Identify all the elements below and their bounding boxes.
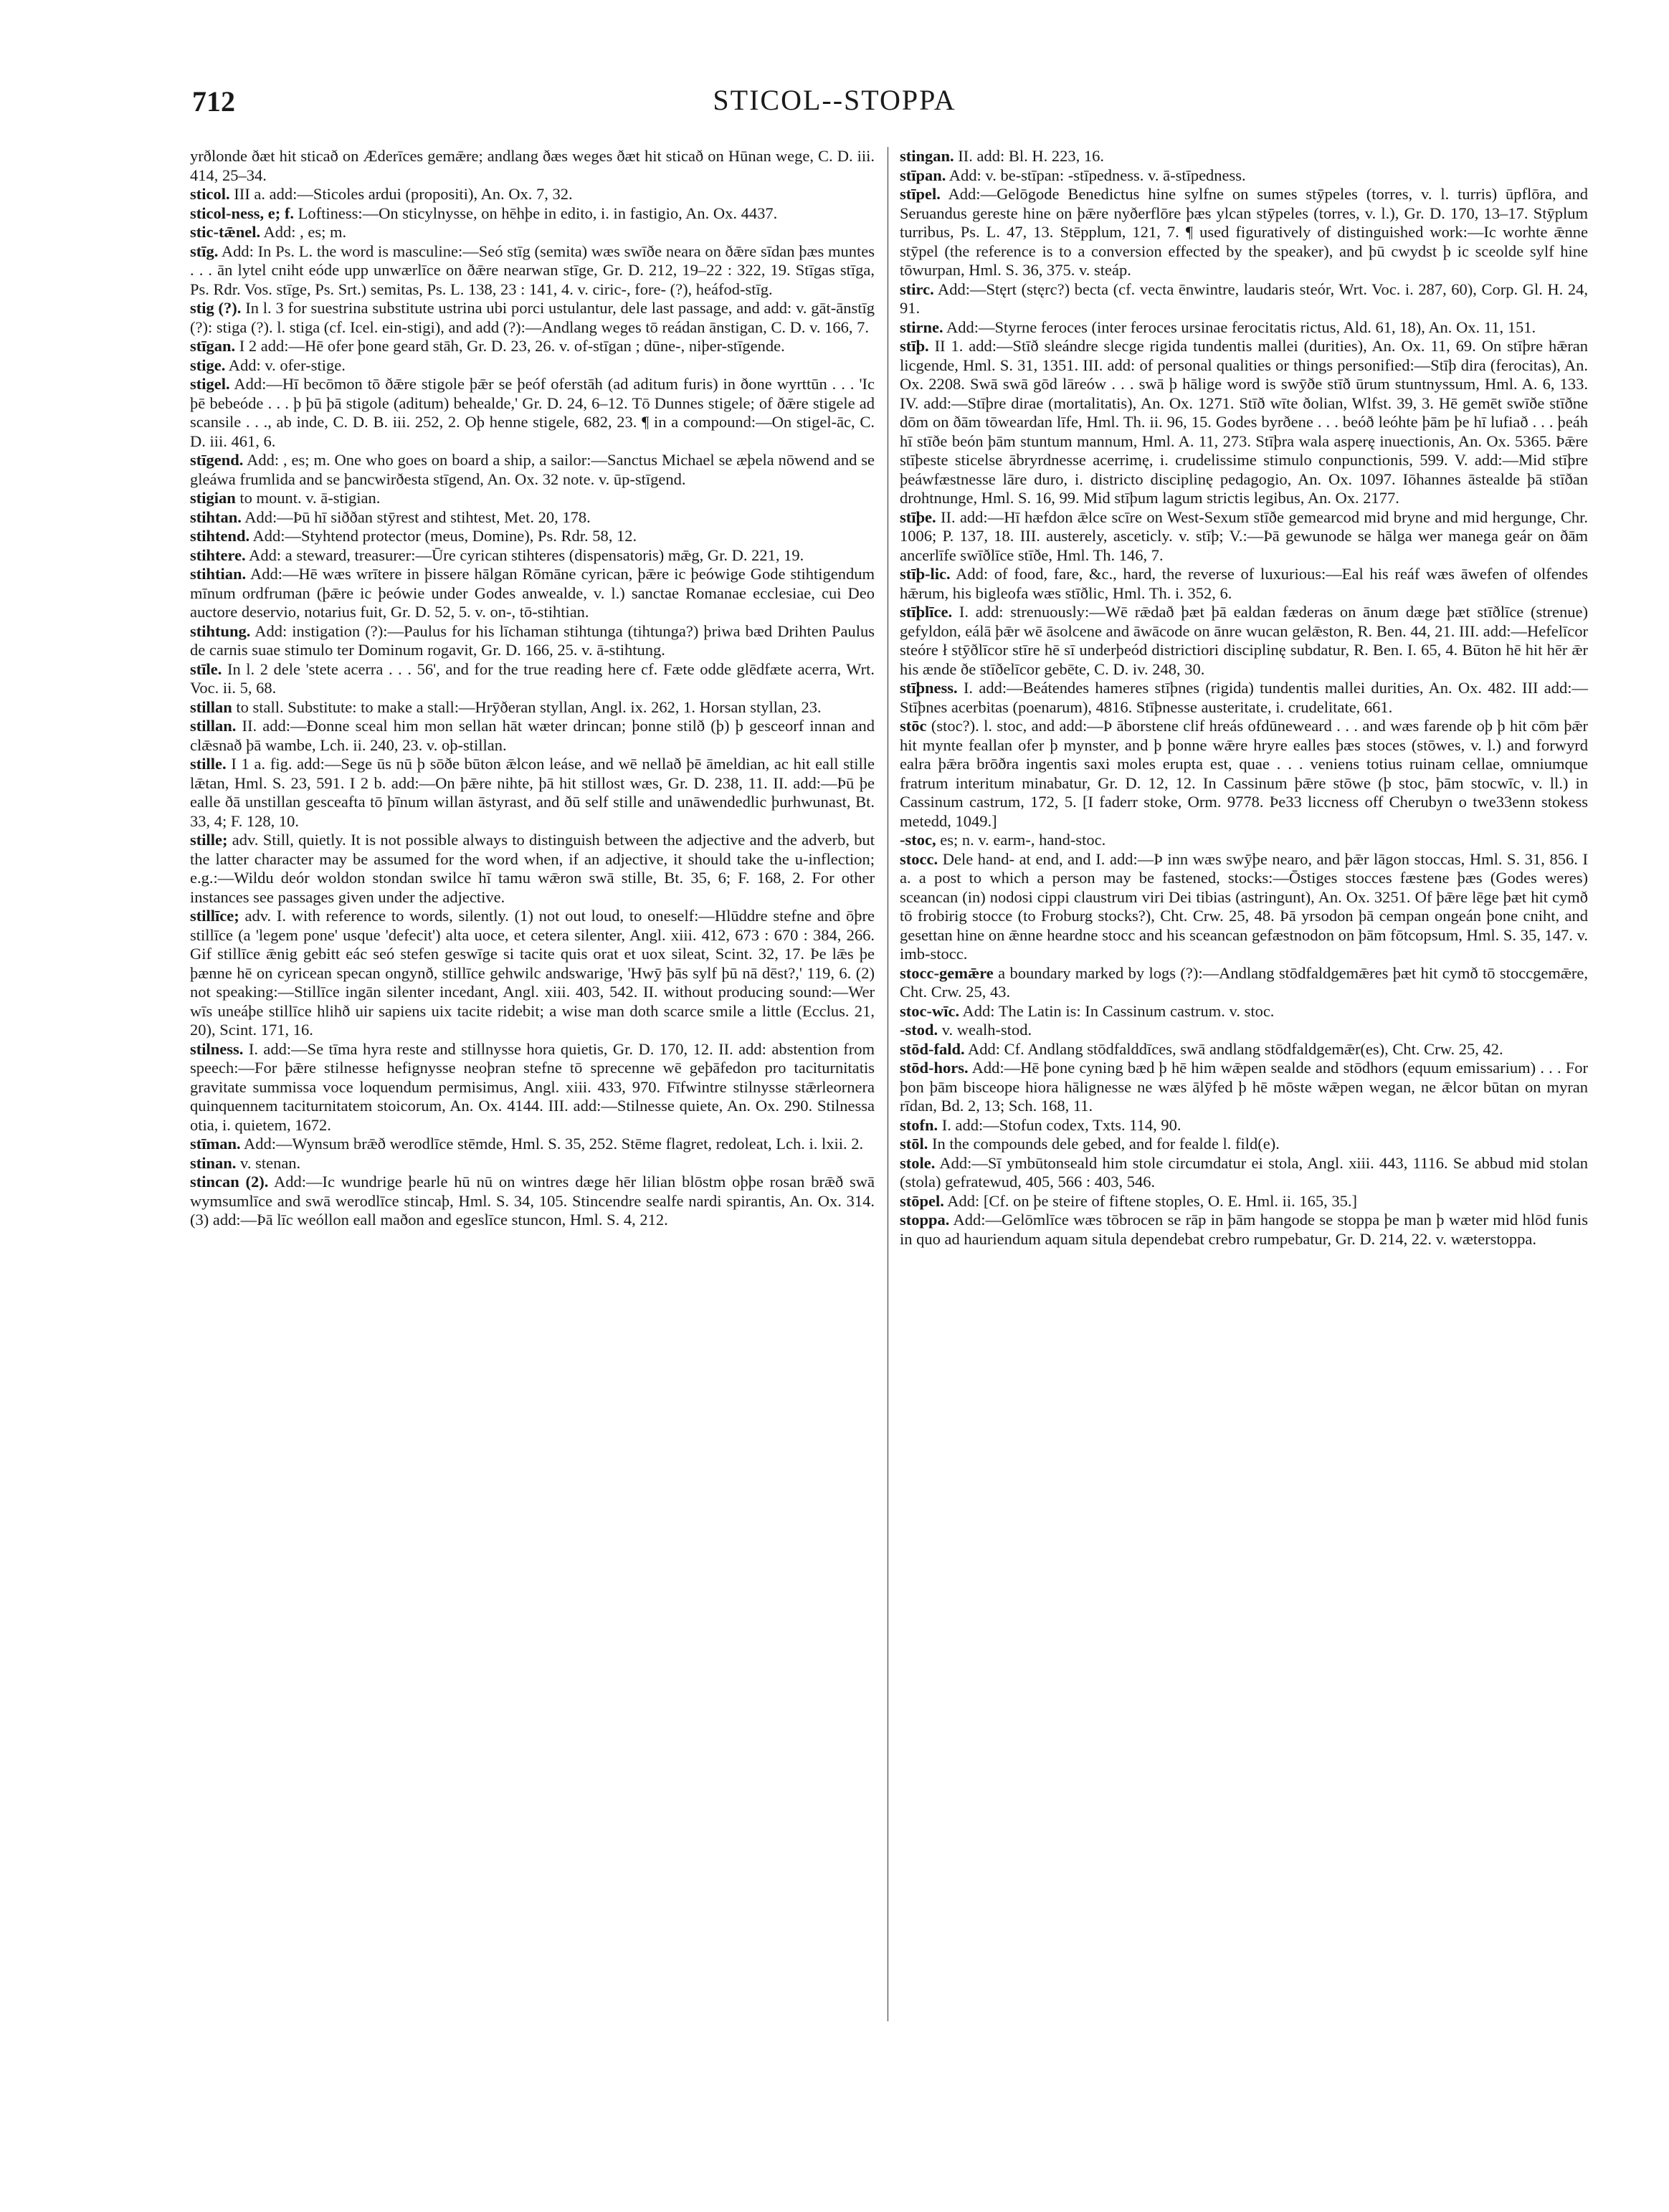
entry-text: I. add:—Se tīma hyra reste and stillnysse hora quietis, Gr. D. 170, 12. II. add: abstention from speech:—For þǣre stilnesse hefignysse neoþran stefne tō sprecenne wē geþāfedon pro taciturnitatis gravitate summissa voce loquendum permisimus, Angl. xiii. 433, 970. Fīfwintre stilnysse stǣrleornera quinquennem taciturnitatem stoicorum, An. Ox. 4144. III. add:—Stilnesse quiete, An. Ox. 290. Stilnessa otia, i. quietem, 1672. — [190, 1039, 875, 1134]
entry-text: Add:—Þū hī siððan stȳrest and stihtest, Met. 20, 178. — [244, 507, 591, 526]
dictionary-entry — [900, 1116, 1588, 1135]
dictionary-entry — [190, 1135, 875, 1154]
entry-headword: -stoc, — [900, 831, 936, 849]
entry-text: Add: The Latin is: In Cassinum castrum. v. stoc. — [962, 1001, 1275, 1020]
dictionary-entry — [900, 166, 1588, 186]
entry-text: Add:—Gelōmlīce wæs tōbrocen se rāp in þām hangode se stoppa þe man þ wæter mid hlōd funis in quo ad hauriendum aquam situla dependebat crebro rumpebatur, Gr. D. 214, 22. v. wæterstoppa. — [900, 1211, 1589, 1248]
entry-headword: stole. — [900, 1153, 936, 1172]
entry-headword: stille; — [190, 831, 228, 849]
dictionary-entry — [190, 375, 875, 451]
dictionary-entry — [190, 451, 875, 489]
entry-headword: stocc-gemǣre — [900, 963, 994, 982]
dictionary-entry — [190, 698, 875, 718]
entry-headword: -stod. — [900, 1021, 938, 1039]
entry-text: I. add:—Beátendes hameres stīþnes (rigida) tundentis mallei durities, An. Ox. 482. III add:—Stīþnes acerbitas (poenarum), 4816. Stīþnesse austeritate, i. crudelitate, 661. — [900, 679, 1588, 716]
dictionary-entry — [190, 204, 875, 224]
dictionary-entry — [900, 1135, 1588, 1154]
entry-text: Add: [Cf. on þe steire of fiftene stoples, O. E. Hml. ii. 165, 35.] — [947, 1191, 1358, 1210]
dictionary-entry — [900, 831, 1588, 850]
entry-text: Add: of food, fare, &c., hard, the reverse of luxurious:—Eal his reáf wæs āwefen of olfendes hǣrum, his bigleofa wæs stīðlic, Hml. Th. i. 352, 6. — [900, 565, 1588, 602]
dictionary-entry — [190, 907, 875, 1040]
entry-text: II. add:—Ðonne sceal him mon sellan hāt wæter drincan; þonne stilð (þ) þ gesceorf innan and clǣsnað þā wambe, Lch. ii. 240, 23. v. oþ-stillan. — [190, 717, 875, 754]
dictionary-entry — [190, 147, 875, 185]
dictionary-entry — [190, 546, 875, 566]
entry-headword: stille. — [190, 755, 227, 773]
page-number: 712 — [192, 85, 235, 118]
dictionary-entry — [190, 356, 875, 376]
dictionary-entry — [190, 1173, 875, 1230]
entry-headword: stīg. — [190, 242, 219, 260]
entry-text: Add:—Gelōgode Benedictus hine sylfne on sumes stȳpeles (torres, v. l. turris) ūpflōra, and Seruandus gereste hine on þǣre nyðerflōre þæs ylcan stȳpeles (torres, v. l.), Gr. D. 170, 13–17. Stȳplum turribus, Ps. L. 47, 13. Stēpplum, 121, 7. ¶ used figuratively of distinguished work:—Ic worhte ǣnne stȳpel (the reference is to a conversion effected by the speaker), and þū cwydst þ ic sceolde sylf hine tōwurpan, Hml. S. 36, 375. v. steáp. — [900, 185, 1588, 279]
entry-text: (stoc?). l. stoc, and add:—Þ āborstene clif hreás ofdūneweard . . . and wæs farende oþ þ hit cōm þǣr hit mynte feallan ofer þ mynster, and þ þonne wǣre hryre ealles þæs stoces (stōwes, v. l.) and forwyrd ealra þǣra brōðra ingentis saxi moles erupta est, quae . . . veniens totius ruinam cellae, omniumque fratrum interitum minabatur, Gr. D. 12, 12. In Cassinum þǣre stōwe (þ stoc, þām stocwīc, v. ll.) in Cassinum castrum, 172, 5. [I faderr stoke, Orm. 9778. Þe33 liccness off Cherubyn o twe33enn stokess metedd, 1049.] — [900, 717, 1588, 830]
entry-headword: stig (?). — [190, 299, 242, 317]
entry-headword: stofn. — [900, 1115, 938, 1134]
dictionary-entry — [900, 1192, 1588, 1211]
entry-headword: stīþlīce. — [900, 603, 953, 621]
dictionary-entry — [900, 679, 1588, 717]
entry-text: Add:—Stęrt (stęrc?) becta (cf. vecta ēnwintre, laudaris steór, Wrt. Voc. i. 287, 60), Corp. Gl. H. 24, 91. — [900, 280, 1588, 317]
entry-headword: stillan — [190, 697, 232, 716]
entry-text: III a. add:—Sticoles ardui (propositi), An. Ox. 7, 32. — [234, 185, 573, 203]
entry-text: In l. 3 for suestrina substitute ustrina ubi porci ustulantur, dele last passage, and add: v. gāt-ānstīg (?): stiga (?). l. stiga (cf. Icel. ein-stigi), and add (?):—Andlang weges tō reádan ānstigan, C. D. v. 166, 7. — [190, 299, 875, 336]
dictionary-entry — [900, 337, 1588, 508]
entry-text: I 1 a. fig. add:—Sege ūs nū þ sōðe būton ǣlcon leáse, and wē nellað þē āmeldian, ac hit eall stille lǣtan, Hml. S. 23, 591. I 2 b. add:—On þǣre nihte, þā hit stillost wæs, Gr. D. 238, 11. II. add:—Þū þe ealle ðā unstillan gesceafta tō þīnum willan āstyrast, and ðū self stille and unāwendedlic þurhwunast, Bt. 33, 4; F. 128, 10. — [190, 755, 875, 830]
right-column — [900, 147, 1588, 1249]
entry-text: v. stenan. — [240, 1153, 301, 1172]
dictionary-entry — [900, 717, 1588, 831]
dictionary-entry — [900, 280, 1588, 318]
dictionary-entry — [900, 1021, 1588, 1040]
entry-text: v. wealh-stod. — [941, 1021, 1032, 1039]
entry-headword: stingan. — [900, 147, 954, 165]
entry-headword: stīpan. — [900, 166, 946, 184]
entry-headword: stōd-fald. — [900, 1039, 965, 1058]
entry-text: to mount. v. ā-stigian. — [239, 489, 381, 507]
dictionary-entry — [900, 1154, 1588, 1192]
dictionary-entry — [190, 527, 875, 546]
entry-text: Add: v. ofer-stige. — [228, 356, 346, 374]
entry-headword: stirc. — [900, 280, 934, 298]
entry-headword: stihtung. — [190, 621, 251, 640]
entry-text: Dele hand- at end, and I. add:—Þ inn wæs swȳþe nearo, and þǣr lāgon stoccas, Hml. S. 31, 856. I a. a post to which a person may be fastened, stocks:—Ōstiges stocces fæstene þæs (Godes weres) sceancan (in) nodosi cippi claustrum viri Dei tibias (astringunt), An. Ox. 3251. Of þǣre lēge þæt hit cymð tō frobirig stocce (to Froburg stocks?), Cht. Crw. 25, 48. Þā yrsodon þā cempan ongeán þone cniht, and gesettan hine on ǣnne heardne stocc and his sceancan gefæstnodon on þām fōtcopsum, Hml. S. 35, 147. v. imb-stocc. — [900, 849, 1588, 963]
entry-headword: stirne. — [900, 318, 943, 336]
entry-headword: stilness. — [190, 1039, 244, 1058]
dictionary-entry — [190, 489, 875, 508]
entry-text: Loftiness:—On sticylnysse, on hēhþe in edito, i. in fastigio, An. Ox. 4437. — [298, 204, 778, 222]
entry-headword: stīþness. — [900, 679, 958, 697]
entry-text: I. add:—Stofun codex, Txts. 114, 90. — [941, 1115, 1181, 1134]
entry-headword: stincan (2). — [190, 1173, 269, 1191]
dictionary-entry — [900, 1059, 1588, 1116]
entry-headword: sticol-ness, e; f. — [190, 204, 294, 222]
dictionary-entry — [190, 223, 875, 242]
entry-text: Add:—Wynsum brǣð werodlīce stēmde, Hml. S. 35, 252. Stēme flagret, redoleat, Lch. i. lxii. 2. — [244, 1135, 864, 1153]
entry-text: Add:—Hē wæs wrītere in þissere hālgan Rōmāne cyrican, þǣre ic þeówige Gode stihtigendum mīnum ordfruman (þǣre ic þeówie under Godes anwealde, v. l.) sanctae Romanae ecclesiae, cui Deo auctore deservio, notarius fuit, Gr. D. 52, 5. v. on-, tō-stihtian. — [190, 565, 875, 621]
running-head: STICOL--STOPPA — [713, 84, 956, 116]
dictionary-entry — [900, 508, 1588, 566]
entry-text: Add: , es; m. — [263, 223, 347, 241]
dictionary-entry — [190, 242, 875, 300]
entry-text: In l. 2 dele 'stete acerra . . . 56', and for the true reading here cf. Fæte odde glēdfæte acerra, Wrt. Voc. ii. 5, 68. — [190, 659, 875, 697]
entry-headword: stīgan. — [190, 337, 236, 355]
entry-headword: stinan. — [190, 1153, 237, 1172]
entry-text: Add:—Sī ymbūtonseald him stole circumdatur ei stola, Angl. xiii. 443, 1116. Se abbud mid stolan (stola) gefratewud, 405, 566 : 403, 546. — [900, 1153, 1588, 1191]
dictionary-entry — [900, 1211, 1588, 1249]
dictionary-entry — [900, 185, 1588, 280]
entry-text: I 2 add:—Hē ofer þone geard stāh, Gr. D. 23, 26. v. of-stīgan ; dūne-, niþer-stīgende. — [239, 337, 785, 355]
entry-text: to stall. Substitute: to make a stall:—Hrȳðeran styllan, Angl. ix. 262, 1. Horsan styllan, 23. — [236, 697, 822, 716]
entry-text: Add:—Hī becōmon tō ðǣre stigole þǣr se þeóf oferstāh (ad aditum furis) in ðone wyrttūn . . . 'Ic þē bebeóde . . . þ þū þā stigole (aditum) behealde,' Gr. D. 24, 6–12. Tō Dunnes stigele; of ðǣre stigele ad scansile . . ., ab inde, C. D. B. iii. 252, 2. Oþ henne stigele, 682, 23. ¶ in a compound:—On stigel-āc, C. D. iii. 461, 6. — [190, 375, 875, 450]
entry-headword: stīþe. — [900, 507, 936, 526]
entry-headword: stihtian. — [190, 565, 247, 583]
dictionary-entry — [190, 622, 875, 660]
entry-text: Add:—Hē þone cyning bæd þ hē him wǣpen sealde and stōdhors (equum emissarium) . . . For þon þām bisceope hiora hālignesse ne wæs ālȳfed þ hē mōste wǣpen wegan, ne ǣlcor būtan on myran rīdan, Bd. 2, 13; Sch. 168, 11. — [900, 1059, 1589, 1115]
dictionary-entry — [190, 755, 875, 831]
entry-text: Add:—Styhtend protector (meus, Domine), Ps. Rdr. 58, 12. — [252, 527, 637, 545]
entry-text: II 1. add:—Stīð sleándre slecge rigida tundentis mallei (durities), An. Ox. 11, 69. On stīþre hǣran licgende, Hml. S. 31, 1351. III. add: of personal qualities or things personified:—Stīþ dira (ferocitas), An. Ox. 2208. Swā swā gōd lāreów . . . swā þ hālige word is swȳðe stīð ūrum stuntnyssum, Hml. A. 6, 133. IV. add:—Stīþre dirae (mortalitatis), An. Ox. 1271. Stīð wīte ðolian, Wlfst. 39, 3. Hē gemēt swīðe stīðne dōm on ðām tōweardan līfe, Hml. Th. ii. 96, 15. Godes byrðene . . . beóð leóhte þām þe hī lufiað . . . þeáh hī stīðe beón þām stuntum mannum, Hml. A. 11, 273. Stīþra wala asperę inuectionis, An. Ox. 5365. Þǣre stīþeste sticelse ābryrdnesse acerrimę, i. crudelissime stimulo conpunctionis, 599. V. add:—Mid stīþre þeáwfæstnesse lāre duro, i. districto disciplinę pedagogio, An. Ox. 1097. Iōhannes āstealde þā stīðan drohtnunge, Hml. S. 16, 99. Mid stīþum lagum strictis legibus, An. Ox. 2177. — [900, 337, 1588, 507]
entry-text: yrðlonde ðæt hit sticað on Æderīces gemǣre; andlang ðæs weges ðæt hit sticað on Hūnan wege, C. D. iii. 414, 25–34. — [190, 147, 875, 184]
dictionary-entry — [900, 603, 1588, 679]
entry-text: es; n. v. earm-, hand-stoc. — [940, 831, 1106, 849]
dictionary-entry — [190, 337, 875, 356]
dictionary-entry — [190, 185, 875, 204]
entry-headword: stīpel. — [900, 185, 941, 203]
dictionary-entry — [190, 508, 875, 528]
entry-text: II. add:—Hī hæfdon ǣlce scīre on West-Sexum stīðe gemearcod mid bryne and mid hergunge, Chr. 1006; P. 137, 18. III. austerely, asceticly. v. stīþ; V.:—Þā gewunode se hālga wer manega geár on ðām ancerlīfe swīðlīce stīðe, Hml. Th. 146, 7. — [900, 507, 1589, 564]
entry-text: Add: In Ps. L. the word is masculine:—Seó stīg (semita) wæs swīðe neara on ðǣre sīdan þæs muntes . . . ān lytel cniht eóde upp unwærlīce on ðǣre nearwan stīge, Gr. D. 212, 19–22 : 322, 19. Stīgas stīga, Ps. Rdr. Vos. stīge, Ps. Srt.) semitas, Ps. L. 138, 23 : 141, 4. v. ciric-, fore- (?), heáfod-stīg. — [190, 242, 875, 298]
entry-text: adv. I. with reference to words, silently. (1) not out loud, to oneself:—Hlūddre stefne and ōþre stillīce (a 'legem pone' usque 'defecit') alta uoce, et cetera silenter, Angl. xiii. 412, 673 : 670 : 384, 266. Gif stillīce ǣnig gebitt eác seó stefen geswīge si tacite quis orat et uox sileat, Scint. 32, 17. Þe lǣs þe þænne hē on cyricean specan ongynð, stillīce gehwilc andswarige, 'Hwȳ þās sylf þū nā dēst?,' 119, 6. (2) not speaking:—Stillīce ingān silenter incedant, Angl. xiii. 403, 542. II. without producing sound:—Wer wīs uneáþe stillīce hlihð uir sapiens uix tacite ridebit; a wise man doth scarce smile a little (Ecclus. 21, 20), Scint. 171, 16. — [190, 907, 875, 1039]
dictionary-entry — [900, 1040, 1588, 1059]
entry-headword: stoppa. — [900, 1211, 950, 1229]
entry-headword: stōpel. — [900, 1191, 944, 1210]
entry-headword: stillan. — [190, 717, 237, 735]
entry-headword: stocc. — [900, 849, 938, 868]
dictionary-entry — [190, 1154, 875, 1173]
dictionary-entry — [190, 565, 875, 622]
dictionary-entry — [190, 831, 875, 907]
entry-text: Add:—Ic wundrige þearle hū nū on wintres dæge hēr lilian blōstm oþþe rosan brǣð swā wymsumlīce and swā werodlīce stincaþ, Hml. S. 34, 105. Stincendre sealfe nardi spirantis, An. Ox. 314. (3) add:—Þā līc weóllon eall maðon and egeslīce stuncon, Hml. S. 4, 212. — [190, 1173, 875, 1229]
dictionary-entry — [190, 299, 875, 337]
entry-text: a boundary marked by logs (?):—Andlang stōdfaldgemǣres þæt hit cymð tō stoccgemǣre, Cht. Crw. 25, 43. — [900, 963, 1588, 1001]
left-column — [190, 147, 875, 1230]
entry-headword: stihtend. — [190, 527, 250, 545]
dictionary-entry — [190, 660, 875, 698]
dictionary-entry — [190, 717, 875, 755]
entry-headword: stihtan. — [190, 507, 242, 526]
entry-text: Add: a steward, treasurer:—Ūre cyrican stihteres (dispensatoris) mǣg, Gr. D. 221, 19. — [249, 545, 804, 564]
entry-headword: stigian — [190, 489, 236, 507]
dictionary-entry — [900, 565, 1588, 603]
entry-headword: stīþ-lic. — [900, 565, 951, 583]
entry-headword: stīgend. — [190, 451, 244, 469]
entry-headword: stōc — [900, 717, 927, 735]
entry-headword: stigel. — [190, 375, 230, 393]
dictionary-entry — [900, 318, 1588, 338]
entry-text: Add: , es; m. One who goes on board a ship, a sailor:—Sanctus Michael se æþela nōwend and se gleáwa frumlida and se þancwirðesta stīgend, An. Ox. 32 note. v. ūp-stīgend. — [190, 451, 875, 488]
entry-text: I. add: strenuously:—Wē rǣdað þæt þā ealdan fæderas on ānum dæge þæt stīðlīce (strenue) gefyldon, eálā þǣr wē āsolcene and āwācode on ānre wucan gelǣston, R. Ben. 44, 21. III. add:—Hefelīcor steóre ł stȳðlīcor stīre hē sī underþeód districtiori disciplinę subdatur, R. Ben. I. 65, 4. Būton hē hit hēr ǣr his ænde ðe stīðelīcor gebēte, C. D. iv. 248, 30. — [900, 603, 1589, 678]
entry-text: adv. Still, quietly. It is not possible always to distinguish between the adjective and the adverb, but the latter character may be assumed for the word when, if an adjective, it should take the u-inflection; e.g.:—Wildu deór woldon stondan swilce hī tamu wǣron swā stille, Bt. 35, 6; F. 168, 2. For other instances see passages given under the adjective. — [190, 831, 875, 906]
entry-headword: stīþ. — [900, 337, 929, 355]
entry-headword: stīle. — [190, 659, 222, 678]
entry-text: In the compounds dele gebed, and for fealde l. fild(e). — [932, 1135, 1280, 1153]
entry-headword: stige. — [190, 356, 226, 374]
entry-headword: stic-tǣnel. — [190, 223, 261, 241]
entry-headword: sticol. — [190, 185, 230, 203]
dictionary-entry — [900, 1002, 1588, 1021]
entry-headword: stīman. — [190, 1135, 241, 1153]
entry-text: II. add: Bl. H. 223, 16. — [958, 147, 1105, 165]
entry-text: Add:—Styrne feroces (inter feroces ursinae ferocitatis rictus, Ald. 61, 18), An. Ox. 11, 151. — [946, 318, 1536, 336]
entry-headword: stōd-hors. — [900, 1059, 969, 1077]
entry-headword: stillīce; — [190, 907, 239, 925]
entry-text: Add: instigation (?):—Paulus for his līchaman stihtunga (tihtunga?) þriwa bæd Drihten Paulus de carnis suae stimulo ter Dominum rogavit, Gr. D. 166, 25. v. ā-stihtung. — [190, 621, 875, 659]
entry-text: Add: v. be-stīpan: -stīpedness. v. ā-stīpedness. — [948, 166, 1246, 184]
dictionary-entry — [900, 147, 1588, 166]
dictionary-entry — [900, 964, 1588, 1002]
entry-headword: stoc-wīc. — [900, 1001, 960, 1020]
dictionary-entry — [190, 1040, 875, 1135]
dictionary-entry — [900, 850, 1588, 964]
entry-headword: stihtere. — [190, 545, 246, 564]
entry-headword: stōl. — [900, 1135, 928, 1153]
entry-text: Add: Cf. Andlang stōdfalddīces, swā andlang stōdfaldgemǣr(es), Cht. Crw. 25, 42. — [968, 1039, 1503, 1058]
